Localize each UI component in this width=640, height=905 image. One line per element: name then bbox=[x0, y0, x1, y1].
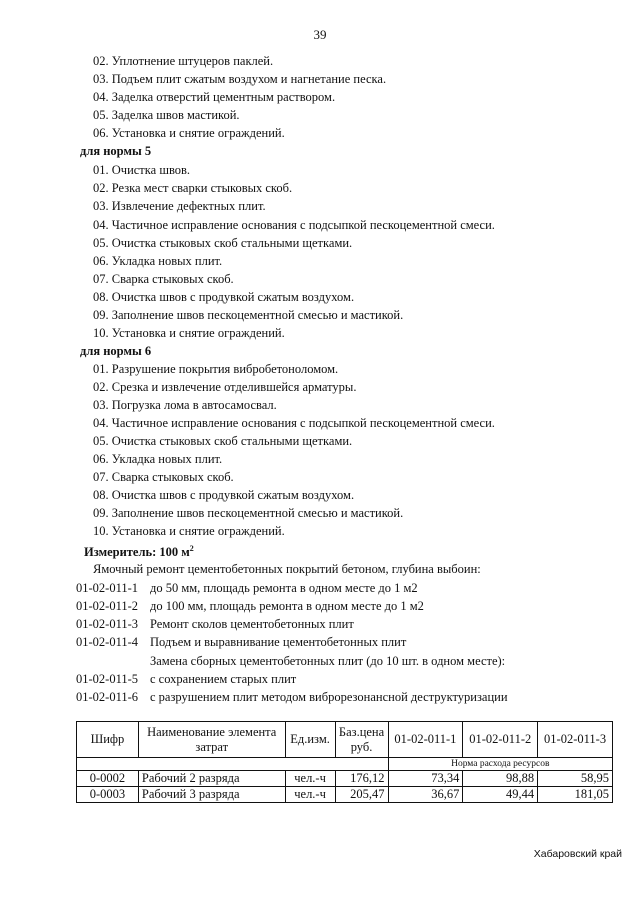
section-heading-norm6: для нормы 6 bbox=[80, 344, 152, 358]
norm-caption-row bbox=[77, 758, 613, 771]
list-item: 08. Очистка швов с продувкой сжатым воздухом. bbox=[93, 290, 355, 304]
code-description: с разрушением плит методом виброрезонансной деструктуризации bbox=[150, 690, 508, 704]
list-item: 07. Сварка стыковых скоб. bbox=[93, 470, 234, 484]
page-number: 39 bbox=[313, 27, 327, 42]
code-description: Ремонт сколов цементобетонных плит bbox=[150, 617, 354, 631]
table-cell: 98,88 bbox=[463, 771, 538, 787]
column-header: 01-02-011-1 bbox=[388, 722, 463, 758]
list-item: 04. Частичное исправление основания с подсыпкой пескоцементной смеси. bbox=[93, 218, 495, 232]
column-header: Баз.цена руб. bbox=[335, 722, 388, 758]
table-cell: Рабочий 3 разряда bbox=[138, 787, 285, 803]
code-description: Подъем и выравнивание цементобетонных плит bbox=[150, 635, 407, 649]
table-cell: чел.-ч bbox=[285, 787, 335, 803]
column-header: Шифр bbox=[77, 722, 139, 758]
replacement-heading: Замена сборных цементобетонных плит (до 10 шт. в одном месте): bbox=[150, 654, 506, 668]
code-description: с сохранением старых плит bbox=[150, 672, 297, 686]
list-item: 07. Сварка стыковых скоб. bbox=[93, 272, 234, 286]
list-item: 03. Подъем плит сжатым воздухом и нагнетание песка. bbox=[93, 72, 387, 86]
table-cell: 0-0003 bbox=[77, 787, 139, 803]
code-cell: 01-02-011-5 bbox=[76, 672, 139, 686]
table-cell: 181,05 bbox=[538, 787, 613, 803]
list-item: 02. Срезка и извлечение отделившейся арматуры. bbox=[93, 380, 357, 394]
code-cell: 01-02-011-2 bbox=[76, 599, 139, 613]
list-item: 10. Установка и снятие ограждений. bbox=[93, 326, 285, 340]
list-item: 05. Заделка швов мастикой. bbox=[93, 108, 240, 122]
list-item: 08. Очистка швов с продувкой сжатым воздухом. bbox=[93, 488, 355, 502]
column-header: Ед.изм. bbox=[285, 722, 335, 758]
section-heading-norm5: для нормы 5 bbox=[80, 144, 152, 158]
list-item: 03. Погрузка лома в автосамосвал. bbox=[93, 398, 277, 412]
table-row bbox=[77, 771, 613, 787]
table-header-row bbox=[77, 722, 613, 758]
code-cell: 01-02-011-1 bbox=[76, 581, 139, 595]
list-item: 09. Заполнение швов пескоцементной смесью и мастикой. bbox=[93, 308, 404, 322]
table-cell: 176,12 bbox=[335, 771, 388, 787]
list-item: 06. Установка и снятие ограждений. bbox=[93, 126, 285, 140]
measure-label: Измеритель: 100 $м^2$ bbox=[84, 544, 194, 560]
table-cell: 58,95 bbox=[538, 771, 613, 787]
list-item: 06. Укладка новых плит. bbox=[93, 254, 223, 268]
table-cell: 36,67 bbox=[388, 787, 463, 803]
table-cell: 205,47 bbox=[335, 787, 388, 803]
column-header: 01-02-011-3 bbox=[538, 722, 613, 758]
list-item: 05. Очистка стыковых скоб стальными щетками. bbox=[93, 236, 353, 250]
table-cell: 0-0002 bbox=[77, 771, 139, 787]
code-description: до 100 мм, площадь ремонта в одном месте до 1 м2 bbox=[150, 599, 424, 613]
list-item: 03. Извлечение дефектных плит. bbox=[93, 199, 266, 213]
code-cell: 01-02-011-6 bbox=[76, 690, 139, 704]
list-item: 09. Заполнение швов пескоцементной смесью и мастикой. bbox=[93, 506, 404, 520]
list-item: 04. Частичное исправление основания с подсыпкой пескоцементной смеси. bbox=[93, 416, 495, 430]
table-cell: 73,34 bbox=[388, 771, 463, 787]
code-cell: 01-02-011-3 bbox=[76, 617, 139, 631]
column-header: 01-02-011-2 bbox=[463, 722, 538, 758]
table-cell: 49,44 bbox=[463, 787, 538, 803]
list-item: 04. Заделка отверстий цементным раствором. bbox=[93, 90, 336, 104]
code-cell: 01-02-011-4 bbox=[76, 635, 139, 649]
list-item: 02. Резка мест сварки стыковых скоб. bbox=[93, 181, 293, 195]
table-cell: Рабочий 2 разряда bbox=[138, 771, 285, 787]
footer-region: Хабаровский край bbox=[533, 848, 622, 860]
resource-table bbox=[76, 721, 613, 803]
list-item: 02. Уплотнение штуцеров паклей. bbox=[93, 54, 274, 68]
column-header: Наименование элемента затрат bbox=[138, 722, 285, 758]
code-description: до 50 мм, площадь ремонта в одном месте до 1 м2 bbox=[150, 581, 418, 595]
list-item: 06. Укладка новых плит. bbox=[93, 452, 223, 466]
list-item: 01. Очистка швов. bbox=[93, 163, 191, 177]
intro-text: Ямочный ремонт цементобетонных покрытий бетоном, глубина выбоин: bbox=[93, 562, 481, 576]
table-row bbox=[77, 787, 613, 803]
list-item: 10. Установка и снятие ограждений. bbox=[93, 524, 285, 538]
list-item: 01. Разрушение покрытия вибробетоноломом. bbox=[93, 362, 339, 376]
norm-caption: Норма расхода ресурсов bbox=[388, 758, 612, 771]
table-cell: чел.-ч bbox=[285, 771, 335, 787]
list-item: 05. Очистка стыковых скоб стальными щетками. bbox=[93, 434, 353, 448]
